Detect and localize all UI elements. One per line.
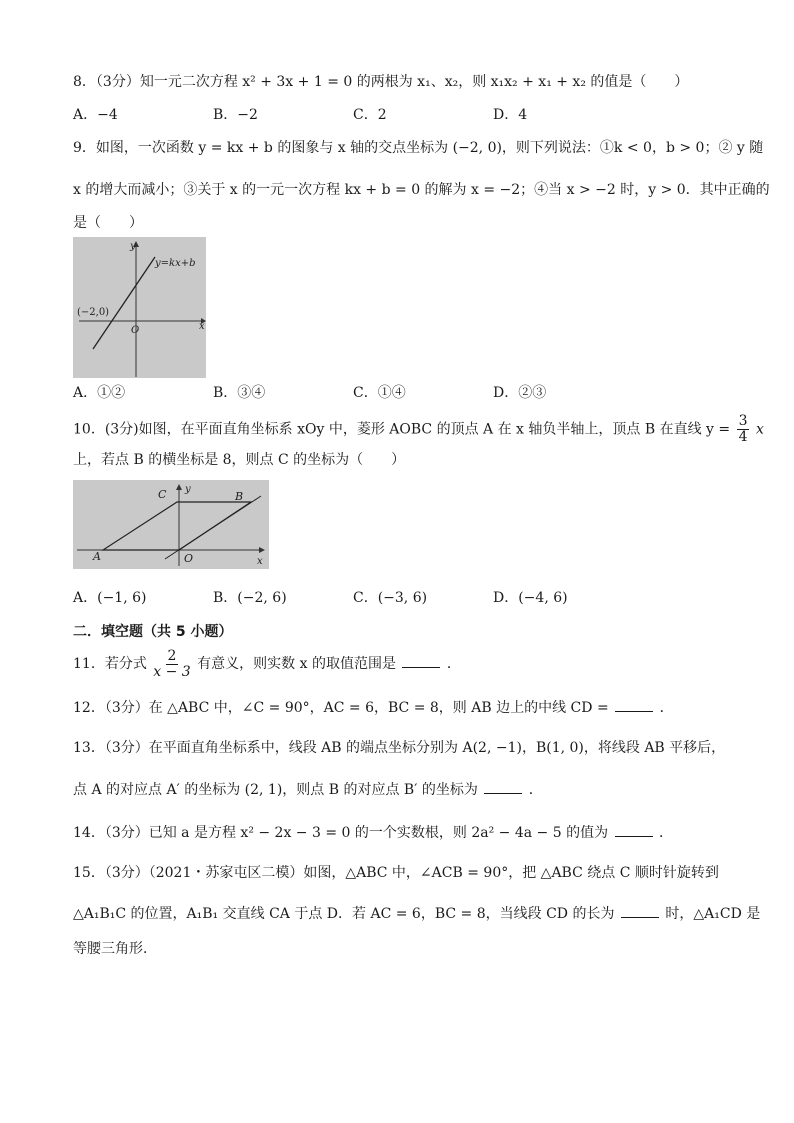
q10-line-1-text: 10．(3分)如图，在平面直角坐标系 xOy 中，菱形 AOBC 的顶点 A 在 x 轴负半轴上，顶点 B 在直线 y =	[73, 421, 731, 438]
q12-answer-blank[interactable]	[615, 697, 653, 712]
q14-text: 14．（3分）已知 a 是方程 x² − 2x − 3 = 0 的一个实数根，则 2a² − 4a − 5 的值为	[73, 825, 609, 841]
question-9-line-2: x 的增大而减小；③关于 x 的一元一次方程 kx + b = 0 的解为 x = −2；④当 x > −2 时，y > 0．其中正确的	[73, 182, 770, 198]
q10-label-b: B	[235, 490, 244, 503]
q10-fraction	[737, 414, 750, 445]
q15-line-2-text: △A₁B₁C 的位置，A₁B₁ 交直线 CA 于点 D．若 AC = 6，BC = 8，当线段 CD 的长为	[73, 906, 615, 922]
q10-fraction-numerator: 3	[738, 413, 748, 429]
q10-y-label: y	[185, 484, 191, 495]
q9-point-label: (−2,0)	[77, 307, 110, 318]
q9-option-c[interactable]: C．①④	[353, 385, 406, 401]
q9-x-label: x	[199, 321, 205, 332]
question-15-line-2	[73, 903, 760, 924]
q13-line-2-text: 点 A 的对应点 A′ 的坐标为 (2, 1)，则点 B 的对应点 B′ 的坐标为	[73, 782, 478, 798]
question-12	[73, 697, 674, 718]
q11-fraction	[153, 649, 190, 680]
q14-answer-blank[interactable]	[615, 822, 653, 837]
q11-post: 有意义，则实数 x 的取值范围是	[197, 656, 396, 672]
q10-option-a[interactable]: A．(−1, 6)	[73, 590, 147, 606]
q9-y-label: y	[130, 241, 136, 252]
q9-option-a[interactable]: A．①②	[73, 385, 126, 401]
q11-answer-blank[interactable]	[402, 653, 440, 668]
q15-line-2-end: 时，△A₁CD 是	[665, 906, 761, 922]
q14-end: ．	[658, 825, 673, 841]
question-8-text: 8．（3分）知一元二次方程 x² + 3x + 1 = 0 的两根为 x₁、x₂，则 x₁x₂ + x₁ + x₂ 的值是（ ）	[73, 74, 689, 90]
q11-pre: 11．若分式	[73, 656, 147, 672]
q12-text: 12．（3分）在 △ABC 中，∠C = 90°，AC = 6，BC = 8，则 AB 边上的中线 CD =	[73, 700, 609, 716]
q11-fraction-denominator: x − 3	[153, 663, 191, 680]
q10-label-a: A	[93, 550, 101, 563]
q11-fraction-numerator: 2	[167, 647, 177, 664]
q10-fraction-denominator: 4	[738, 429, 748, 445]
q8-option-d[interactable]: D．4	[493, 107, 528, 123]
q13-answer-blank[interactable]	[484, 779, 522, 794]
question-13-line-2	[73, 779, 543, 800]
q9-graph-figure	[73, 237, 206, 378]
q10-rhombus-figure	[73, 480, 269, 569]
q15-answer-blank[interactable]	[621, 903, 659, 918]
q10-x-label: x	[257, 556, 263, 567]
q8-option-a[interactable]: A．−4	[73, 107, 118, 123]
section-2-title: 二．填空题（共 5 小题）	[73, 624, 233, 640]
q8-option-c[interactable]: C．2	[353, 107, 387, 123]
question-15-line-3: 等腰三角形．	[73, 941, 157, 957]
question-15-line-1: 15．（3分）（2021・苏家屯区二模）如图，△ABC 中，∠ACB = 90°，把 △ABC 绕点 C 顺时针旋转到	[73, 865, 719, 881]
q9-line-label: y=kx+b	[155, 258, 196, 269]
q8-option-b[interactable]: B．−2	[213, 107, 258, 123]
q11-end: ．	[446, 656, 461, 672]
q13-end: ．	[528, 782, 543, 798]
q9-option-d[interactable]: D．②③	[493, 385, 547, 401]
question-10-line-2: 上，若点 B 的横坐标是 8，则点 C 的坐标为（ ）	[73, 452, 406, 468]
q12-end: ．	[659, 700, 674, 716]
question-13-line-1: 13．（3分）在平面直角坐标系中，线段 AB 的端点坐标分别为 A(2, −1)，B(1, 0)，将线段 AB 平移后，	[73, 740, 726, 756]
q10-label-o: O	[184, 552, 194, 565]
q9-option-b[interactable]: B．③④	[213, 385, 266, 401]
q10-option-d[interactable]: D．(−4, 6)	[493, 590, 568, 606]
question-11	[73, 648, 461, 680]
q10-line-1-end: x	[755, 421, 764, 438]
question-14	[73, 822, 673, 843]
question-10-line-1	[73, 414, 764, 445]
q10-label-c: C	[158, 488, 167, 501]
q9-origin-label: O	[131, 325, 140, 336]
question-9-line-3: 是（ ）	[73, 215, 143, 231]
q10-option-c[interactable]: C．(−3, 6)	[353, 590, 428, 606]
q10-option-b[interactable]: B．(−2, 6)	[213, 590, 287, 606]
question-9-line-1: 9．如图，一次函数 y = kx + b 的图象与 x 轴的交点坐标为 (−2, 0)，则下列说法：①k < 0，b > 0；② y 随	[73, 140, 764, 156]
